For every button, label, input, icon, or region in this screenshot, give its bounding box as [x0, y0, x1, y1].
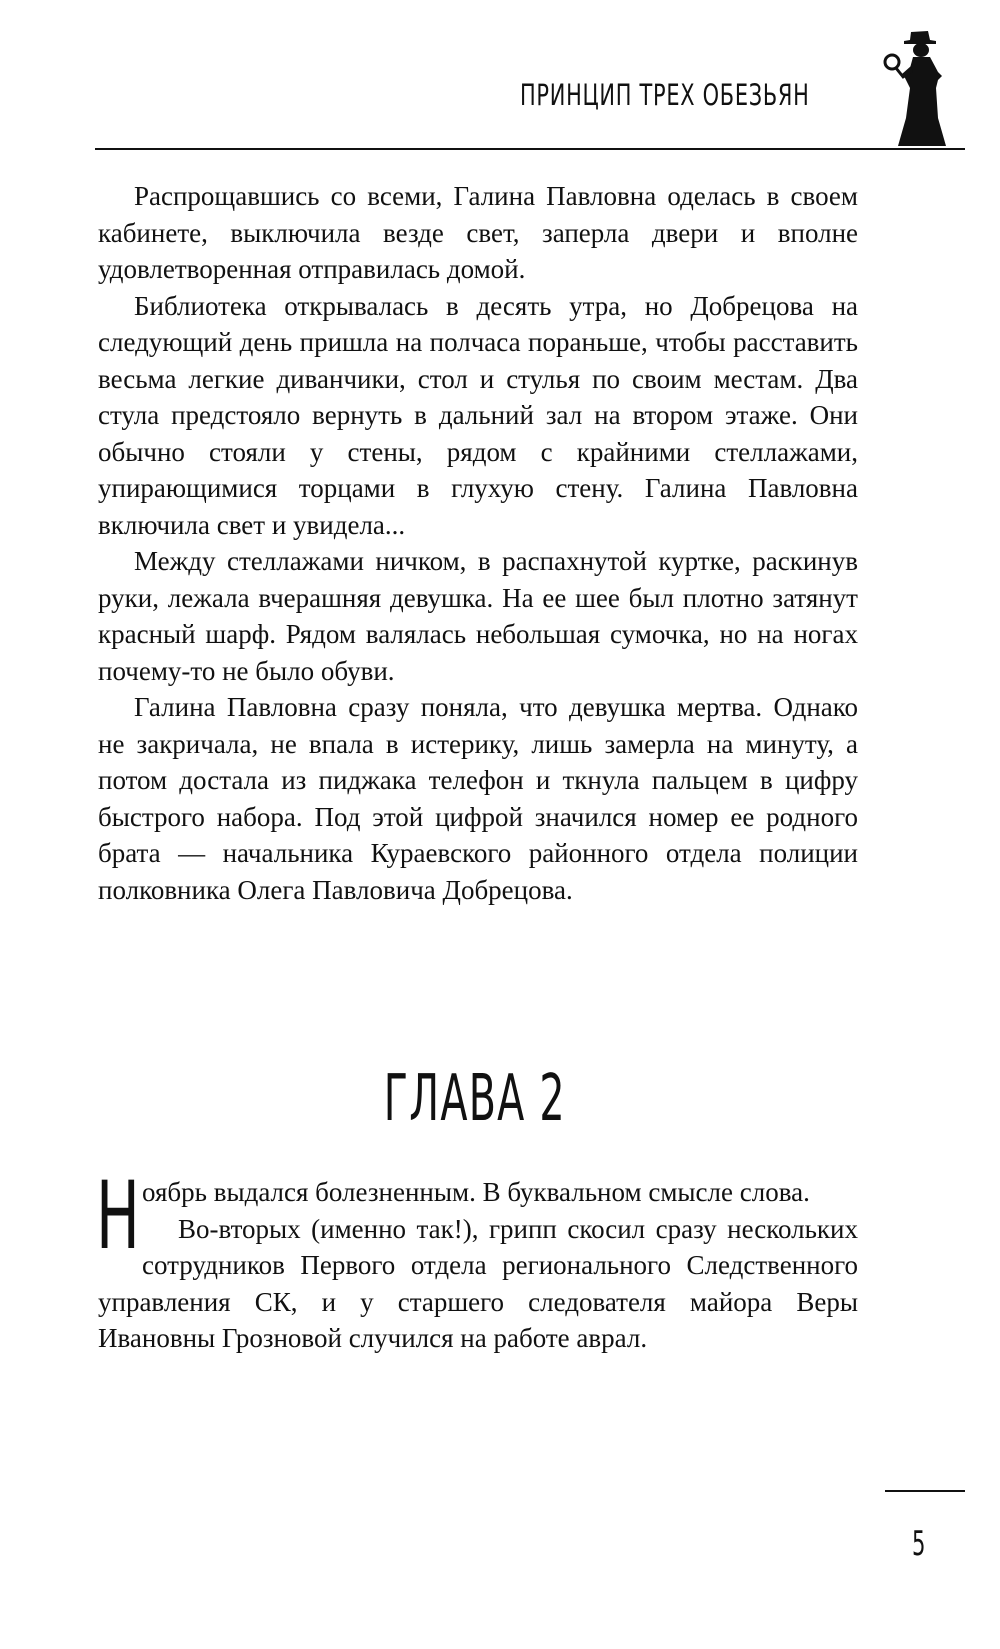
- text-block-after-chapter: [96, 1162, 858, 1357]
- first-paragraph-text: оябрь выдался болезненным. В буквальном смысле слова.: [142, 1177, 810, 1207]
- paragraph: Распрощавшись со всеми, Галина Павловна оделась в своем кабинете, выключила везде свет, заперла двери и вполне удовлетворенная отправилась домой.: [98, 181, 858, 284]
- first-paragraph: [96, 1162, 858, 1271]
- text-block-before-chapter: [98, 178, 858, 908]
- chapter-heading: [0, 1062, 950, 1136]
- chapter-title: ГЛАВА 2: [383, 1062, 567, 1136]
- paragraph: Библиотека открывалась в десять утра, но Добрецова на следующий день пришла на полчаса пораньше, чтобы расставить весьма легкие диванчики, стол и стулья по своим местам. Два стула предстояло вернуть в дальний зал на втором этаже. Они обычно стояли у стены, рядом с крайними стеллажами, упирающимися торцами в глухую стену. Галина Павловна включила свет и увидела...: [98, 290, 858, 540]
- paragraph: Во-вторых (именно так!), грипп скосил сразу нескольких сотрудников Первого отдела регионального Следственного управления СК, и у старшего следователя майора Веры Ивановны Грозновой случился на работе аврал.: [98, 1213, 858, 1353]
- paragraph: Между стеллажами ничком, в распахнутой куртке, раскинув руки, лежала вчерашняя девушка. На ее шее был плотно затянут красный шарф. Рядом валялась небольшая сумочка, но на ногах почему-то не было обуви.: [98, 546, 858, 686]
- detective-silhouette-icon: [880, 28, 960, 148]
- paragraph: Галина Павловна сразу поняла, что девушка мертва. Однако не закричала, не впала в истерику, лишь замерла на минуту, а потом достала из пиджака телефон и ткнула пальцем в цифру быстрого набора. Под этой цифрой значился номер ее родного брата — начальника Кураевского районного отдела полиции полковника Олега Павловича Добрецова.: [98, 692, 858, 905]
- page-number: 5: [912, 1524, 926, 1564]
- header-rule: [95, 148, 965, 150]
- running-header-title: ПРИНЦИП ТРЕХ ОБЕЗЬЯН: [520, 78, 810, 112]
- footer-rule: [885, 1490, 965, 1492]
- drop-cap: Н: [96, 1162, 140, 1271]
